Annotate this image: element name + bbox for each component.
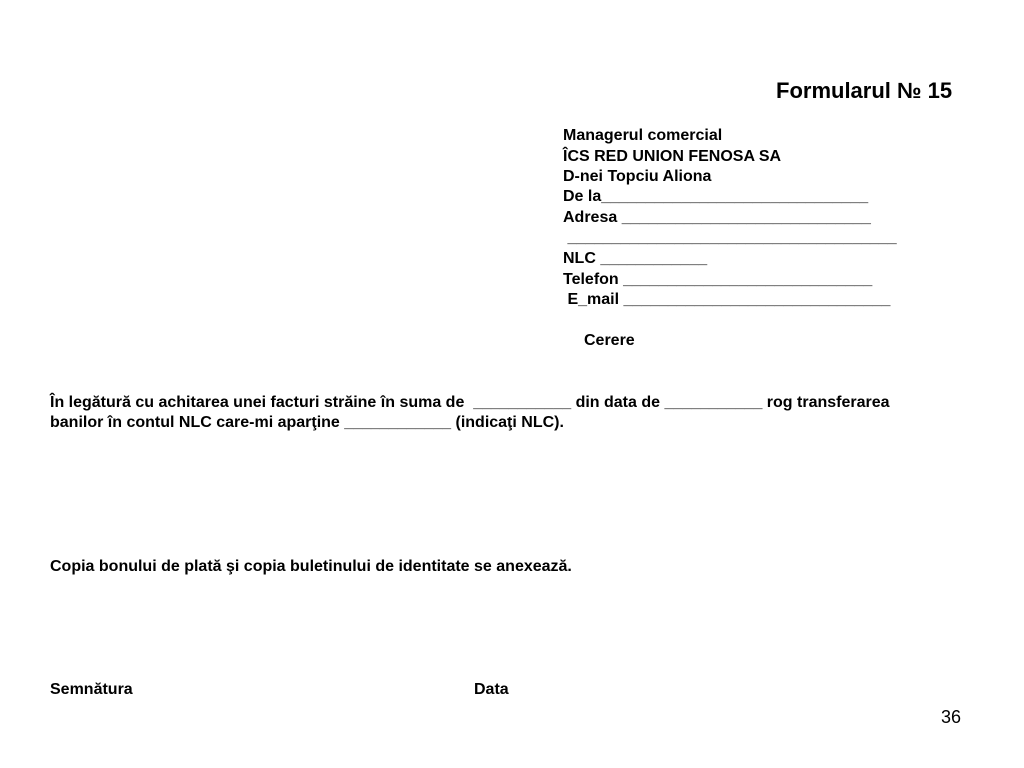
attachment-note: Copia bonului de plată şi copia buletinului de identitate se anexează. [50,558,572,575]
form-title: Formularul № 15 [776,78,953,103]
email-field: E_mail ______________________________ [563,291,891,308]
request-title: Cerere [584,332,635,349]
page-number: 36 [941,707,962,727]
body-line-1: În legătură cu achitarea unei facturi străine în suma de ___________ din data de ___________ rog transferarea [50,394,890,411]
addressee-company: ÎCS RED UNION FENOSA SA [563,148,782,165]
nlc-field: NLC ____________ [563,250,708,267]
body-line-2: banilor în contul NLC care-mi aparţine ____________ (indicaţi NLC). [50,414,564,431]
date-label: Data [474,681,509,698]
addressee-manager: Managerul comercial [563,127,723,144]
signature-label: Semnătura [50,681,133,698]
address-field-2: _____________________________________ [563,229,897,246]
address-field: Adresa ____________________________ [563,209,871,226]
addressee-person: D-nei Topciu Aliona [563,168,712,185]
from-field: De la______________________________ [563,188,869,205]
phone-field: Telefon ____________________________ [563,271,873,288]
